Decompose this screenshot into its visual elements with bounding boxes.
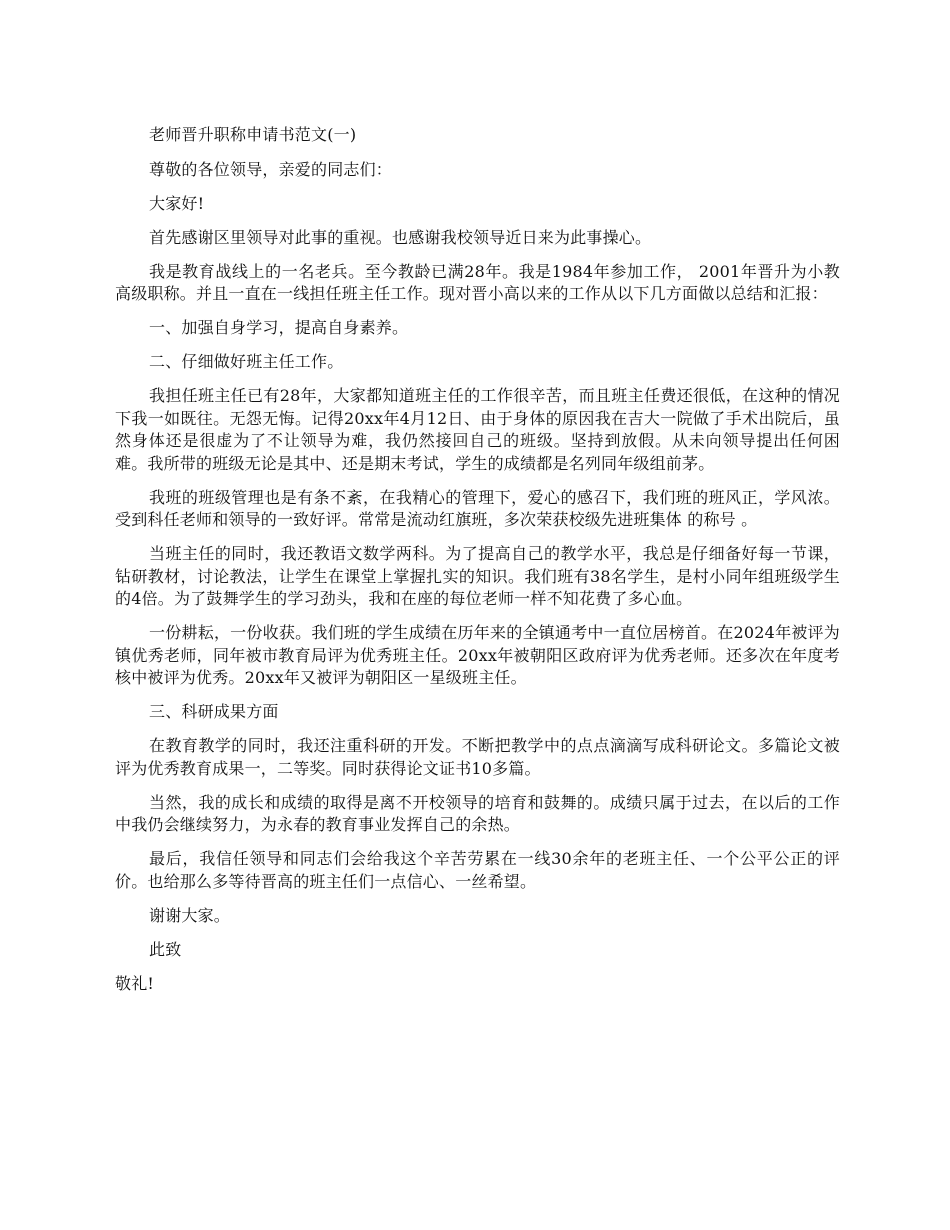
regards-line: 敬礼! xyxy=(115,973,155,993)
section-heading-2: 二、仔细做好班主任工作。 xyxy=(149,352,344,371)
document-title: 老师晋升职称申请书范文(一) xyxy=(149,125,357,144)
section-heading-3: 三、科研成果方面 xyxy=(149,702,279,721)
salutation: 尊敬的各位领导，亲爱的同志们： xyxy=(149,159,393,179)
paragraph-achievements: 一份耕耘，一份收获。我们班的学生成绩在历年来的全镇通考中一直位居榜首。在2024年被评为镇优秀老师，同年被市教育局评为优秀班主任。20xx年被朝阳区政府评为优秀老师。还多次在年度考核中被评为优秀。20xx年又被评为朝阳区一星级班主任。 xyxy=(115,623,840,687)
paragraph-gratitude: 当然，我的成长和成绩的取得是离不开校领导的培育和鼓舞的。成绩只属于过去，在以后的工作中我仍会继续努力，为永春的教育事业发挥自己的余热。 xyxy=(115,792,840,834)
paragraph-final: 最后，我信任领导和同志们会给我这个辛苦劳累在一线30余年的老班主任、一个公平公正的评价。也给那么多等待晋高的班主任们一点信心、一丝希望。 xyxy=(115,849,840,891)
paragraph-introduction: 我是教育战线上的一名老兵。至今教龄已满28年。我是1984年参加工作， 2001年晋升为小教高级职称。并且一直在一线担任班主任工作。现对晋小高以来的工作从以下几方面做以总结和汇报： xyxy=(115,261,840,303)
thanks-line: 谢谢大家。 xyxy=(149,905,231,925)
document-page xyxy=(115,124,840,1007)
closing-line: 此致 xyxy=(149,939,182,959)
paragraph-teaching: 当班主任的同时，我还教语文数学两科。为了提高自己的教学水平，我总是仔细备好每一节课，钻研教材，讨论教法，让学生在课堂上掌握扎实的知识。我们班有38名学生，是村小同年组班级学生的4倍。为了鼓舞学生的学习劲头，我和在座的每位老师一样不知花费了多心血。 xyxy=(115,544,840,608)
paragraph-thanks-leaders: 首先感谢区里领导对此事的重视。也感谢我校领导近日来为此事操心。 xyxy=(149,227,652,247)
paragraph-class-management: 我班的班级管理也是有条不紊，在我精心的管理下，爱心的感召下，我们班的班风正，学风浓。受到科任老师和领导的一致好评。常常是流动红旗班，多次荣获校级先进班集体 的称号 。 xyxy=(115,487,840,529)
paragraph-research: 在教育教学的同时，我还注重科研的开发。不断把教学中的点点滴滴写成科研论文。多篇论文被评为优秀教育成果一，二等奖。同时获得论文证书10多篇。 xyxy=(115,736,840,778)
greeting: 大家好! xyxy=(149,193,205,213)
paragraph-class-teacher: 我担任班主任已有28年，大家都知道班主任的工作很辛苦，而且班主任费还很低，在这种的情况下我一如既往。无怨无悔。记得20xx年4月12日、由于身体的原因我在吉大一院做了手术出院后，虽然身体还是很虚为了不让领导为难，我仍然接回自己的班级。坚持到放假。从未向领导提出任何困难。我所带的班级无论是其中、还是期末考试，学生的成绩都是名列同年级组前茅。 xyxy=(115,386,840,473)
section-heading-1: 一、加强自身学习，提高自身素养。 xyxy=(149,318,409,337)
